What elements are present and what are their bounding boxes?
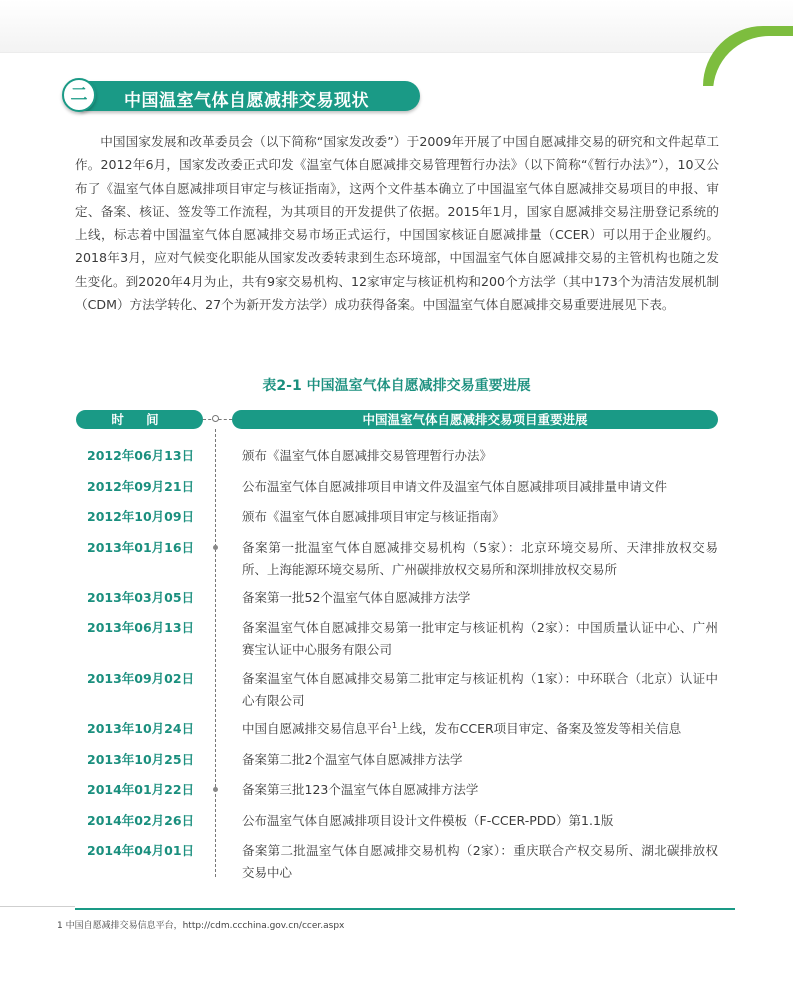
- intro-text: [75, 130, 719, 316]
- row-description: 备案第一批52个温室气体自愿减排方法学: [242, 590, 471, 605]
- row-date: 2013年01月16日: [87, 540, 195, 555]
- row-date: 2013年10月25日: [87, 752, 195, 767]
- timeline-node: [213, 545, 218, 550]
- section-number-badge: 二: [62, 78, 96, 112]
- row-description: 颁布《温室气体自愿减排项目审定与核证指南》: [242, 509, 505, 524]
- row-description: 备案第二批温室气体自愿减排交易机构（2家）：重庆联合产权交易所、湖北碳排放权交易中心: [242, 843, 718, 880]
- footnote-rule: [75, 908, 735, 910]
- table-header-event: 中国温室气体自愿减排交易项目重要进展: [232, 410, 718, 429]
- page-top-band: [0, 0, 793, 53]
- footnote-marker: 1: [392, 720, 398, 730]
- row-date: 2013年10月24日: [87, 721, 195, 736]
- row-description: 备案第三批123个温室气体自愿减排方法学: [242, 782, 479, 797]
- row-description-text: 上线，发布CCER项目审定、备案及签发等相关信息: [397, 721, 682, 736]
- row-description: 备案第二批2个温室气体自愿减排方法学: [242, 752, 463, 767]
- table-header-time: 时 间: [76, 410, 203, 429]
- timeline-line: [215, 429, 216, 877]
- row-description: 公布温室气体自愿减排项目申请文件及温室气体自愿减排项目减排量申请文件: [242, 479, 668, 494]
- row-date: 2012年06月13日: [87, 448, 195, 463]
- row-description-text: 中国自愿减排交易信息平台: [242, 721, 393, 736]
- section-header: [62, 78, 422, 114]
- header-connector-node: [212, 415, 219, 422]
- row-description: 公布温室气体自愿减排项目设计文件模板（F-CCER-PDD）第1.1版: [242, 813, 614, 828]
- section-title: 中国温室气体自愿减排交易现状: [124, 91, 369, 111]
- row-date: 2013年03月05日: [87, 590, 195, 605]
- footnote: 1 中国自愿减排交易信息平台，http://cdm.ccchina.gov.cn/ccer.aspx: [57, 921, 345, 931]
- row-date: 2014年04月01日: [87, 843, 195, 858]
- row-date: 2012年10月09日: [87, 509, 195, 524]
- footnote-rule-left: [0, 906, 75, 907]
- row-description: 备案温室气体自愿减排交易第一批审定与核证机构（2家）：中国质量认证中心、广州赛宝认证中心服务有限公司: [242, 620, 718, 657]
- row-description: [242, 718, 718, 740]
- row-description: 颁布《温室气体自愿减排交易管理暂行办法》: [242, 448, 493, 463]
- table-caption: 表2-1 中国温室气体自愿减排交易重要进展: [262, 378, 531, 394]
- row-date: 2012年09月21日: [87, 479, 195, 494]
- row-date: 2013年06月13日: [87, 620, 195, 635]
- row-date: 2014年01月22日: [87, 782, 195, 797]
- row-description: 备案第一批温室气体自愿减排交易机构（5家）：北京环境交易所、天津排放权交易所、上海能源环境交易所、广州碳排放权交易所和深圳排放权交易所: [242, 540, 718, 577]
- row-description: 备案温室气体自愿减排交易第二批审定与核证机构（1家）：中环联合（北京）认证中心有限公司: [242, 671, 718, 708]
- timeline-node: [213, 787, 218, 792]
- row-date: 2014年02月26日: [87, 813, 195, 828]
- intro-paragraph: 中国国家发展和改革委员会（以下简称“国家发改委”）于2009年开展了中国自愿减排交易的研究和文件起草工作。2012年6月，国家发改委正式印发《温室气体自愿减排交易管理暂行办法》（以下简称“《暂行办法》”），10又公布了《温室气体自愿减排项目审定与核证指南》，这两个文件基本确立了中国温室气体自愿减排交易项目的申报、审定、备案、核证、签发等工作流程，为其项目的开发提供了依据。2015年1月，国家自愿减排交易注册登记系统的上线，标志着中国温室气体自愿减排交易市场正式运行，中国国家核证自愿减排量（CCER）可以用于企业履约。2018年3月，应对气候变化职能从国家发改委转隶到生态环境部，中国温室气体自愿减排交易的主管机构也随之发生变化。到2020年4月为止，共有9家交易机构、12家审定与核证机构和200个方法学（其中173个为清洁发展机制（CDM）方法学转化、27个为新开发方法学）成功获得备案。中国温室气体自愿减排交易重要进展见下表。: [75, 134, 719, 313]
- row-date: 2013年09月02日: [87, 671, 195, 686]
